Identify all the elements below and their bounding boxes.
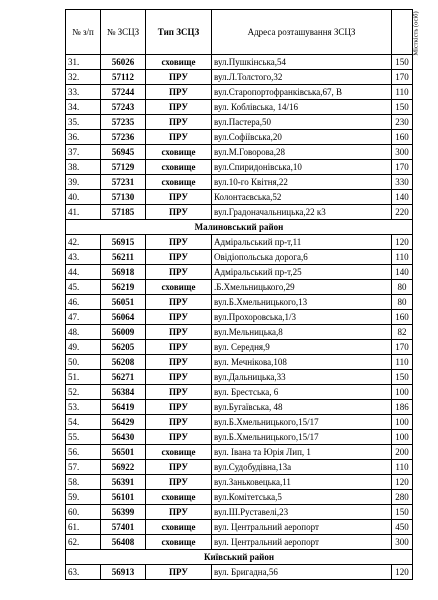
header-address: Адреса розташування ЗСЦЗ — [212, 10, 392, 55]
table-row — [66, 430, 413, 445]
cell-address: вул. Середня,9 — [212, 340, 392, 355]
cell-code: 56009 — [101, 325, 146, 340]
table-header-row — [66, 10, 413, 55]
cell-number: 36. — [66, 130, 101, 145]
cell-capacity: 140 — [392, 190, 413, 205]
cell-number: 37. — [66, 145, 101, 160]
table-body-part3 — [66, 565, 413, 580]
cell-type: ПРУ — [146, 505, 212, 520]
cell-capacity: 150 — [392, 55, 413, 70]
cell-capacity: 230 — [392, 115, 413, 130]
cell-capacity: 120 — [392, 475, 413, 490]
section-kyivskyi — [66, 550, 413, 565]
cell-code: 56430 — [101, 430, 146, 445]
cell-address: Овідіопольська дорога,6 — [212, 250, 392, 265]
cell-code: 56918 — [101, 265, 146, 280]
cell-address: вул.Софіївська,20 — [212, 130, 392, 145]
shelter-table — [65, 9, 420, 580]
cell-number: 63. — [66, 565, 101, 580]
cell-number: 58. — [66, 475, 101, 490]
table-row — [66, 70, 413, 85]
table-row — [66, 130, 413, 145]
cell-code: 56205 — [101, 340, 146, 355]
table-row — [66, 85, 413, 100]
cell-type: ПРУ — [146, 400, 212, 415]
table-body-part2 — [66, 235, 413, 550]
cell-code: 56915 — [101, 235, 146, 250]
cell-number: 33. — [66, 85, 101, 100]
table-row — [66, 520, 413, 535]
table-row — [66, 340, 413, 355]
cell-code: 56271 — [101, 370, 146, 385]
cell-code: 57244 — [101, 85, 146, 100]
cell-number: 44. — [66, 265, 101, 280]
cell-type: ПРУ — [146, 190, 212, 205]
cell-code: 56501 — [101, 445, 146, 460]
table-row — [66, 265, 413, 280]
table-row — [66, 445, 413, 460]
cell-type: ПРУ — [146, 295, 212, 310]
cell-code: 56922 — [101, 460, 146, 475]
cell-type: сховище — [146, 175, 212, 190]
cell-capacity: 100 — [392, 415, 413, 430]
cell-address: вул.Б.Хмельницького,15/17 — [212, 415, 392, 430]
cell-number: 35. — [66, 115, 101, 130]
table-row — [66, 490, 413, 505]
table-row — [66, 100, 413, 115]
cell-number: 45. — [66, 280, 101, 295]
cell-number: 31. — [66, 55, 101, 70]
cell-number: 59. — [66, 490, 101, 505]
table-row — [66, 160, 413, 175]
table-row — [66, 55, 413, 70]
cell-type: сховище — [146, 490, 212, 505]
cell-number: 60. — [66, 505, 101, 520]
cell-address: вул.Пушкінська,54 — [212, 55, 392, 70]
cell-code: 56429 — [101, 415, 146, 430]
cell-number: 43. — [66, 250, 101, 265]
cell-type: ПРУ — [146, 130, 212, 145]
cell-address: вул.Л.Толстого,32 — [212, 70, 392, 85]
table-row — [66, 355, 413, 370]
cell-number: 38. — [66, 160, 101, 175]
cell-address: Колонтаєвська,52 — [212, 190, 392, 205]
cell-address: вул.Прохоровська,1/3 — [212, 310, 392, 325]
cell-type: ПРУ — [146, 235, 212, 250]
header-capacity-text: Місткість (осіб) — [412, 10, 420, 56]
table-row — [66, 415, 413, 430]
header-number: № з/п — [66, 10, 101, 55]
cell-type: сховище — [146, 280, 212, 295]
cell-address: вул.Б.Хмельницького,13 — [212, 295, 392, 310]
cell-type: ПРУ — [146, 265, 212, 280]
cell-type: ПРУ — [146, 475, 212, 490]
cell-code: 56211 — [101, 250, 146, 265]
table-row — [66, 145, 413, 160]
table-row — [66, 475, 413, 490]
cell-code: 56064 — [101, 310, 146, 325]
cell-capacity: 220 — [392, 205, 413, 220]
cell-number: 40. — [66, 190, 101, 205]
table-row — [66, 235, 413, 250]
table-row — [66, 505, 413, 520]
cell-capacity: 150 — [392, 505, 413, 520]
cell-address: вул.М.Говорова,28 — [212, 145, 392, 160]
cell-type: ПРУ — [146, 115, 212, 130]
cell-type: сховище — [146, 55, 212, 70]
header-capacity — [392, 10, 420, 56]
table-row — [66, 310, 413, 325]
cell-address: вул. Івана та Юрія Лип, 1 — [212, 445, 392, 460]
cell-address: вул.Судобудівна,13а — [212, 460, 392, 475]
table-row — [66, 400, 413, 415]
cell-capacity: 160 — [392, 130, 413, 145]
table-row — [66, 370, 413, 385]
cell-code: 56419 — [101, 400, 146, 415]
cell-number: 57. — [66, 460, 101, 475]
cell-capacity: 150 — [392, 100, 413, 115]
cell-number: 53. — [66, 400, 101, 415]
cell-number: 34. — [66, 100, 101, 115]
cell-address: вул.Б.Хмельницького,15/17 — [212, 430, 392, 445]
cell-address: вул. Центральний аеропорт — [212, 535, 392, 550]
table-row — [66, 115, 413, 130]
cell-address: вул.Комітетська,5 — [212, 490, 392, 505]
cell-type: ПРУ — [146, 310, 212, 325]
cell-capacity: 300 — [392, 145, 413, 160]
cell-capacity: 82 — [392, 325, 413, 340]
cell-capacity: 110 — [392, 250, 413, 265]
cell-code: 56913 — [101, 565, 146, 580]
cell-number: 54. — [66, 415, 101, 430]
cell-code: 57185 — [101, 205, 146, 220]
cell-capacity: 300 — [392, 535, 413, 550]
cell-capacity: 110 — [392, 355, 413, 370]
cell-number: 51. — [66, 370, 101, 385]
cell-address: вул.Заньковецька,11 — [212, 475, 392, 490]
section-title: Малиновський район — [66, 220, 413, 235]
cell-capacity: 160 — [392, 310, 413, 325]
section-title: Київський район — [66, 550, 413, 565]
cell-address: вул.10-го Квітня,22 — [212, 175, 392, 190]
cell-capacity: 330 — [392, 175, 413, 190]
cell-capacity: 80 — [392, 280, 413, 295]
cell-type: ПРУ — [146, 385, 212, 400]
cell-number: 61. — [66, 520, 101, 535]
cell-code: 56101 — [101, 490, 146, 505]
cell-capacity: 100 — [392, 385, 413, 400]
cell-type: ПРУ — [146, 460, 212, 475]
cell-capacity: 120 — [392, 235, 413, 250]
cell-address: вул. Мечнікова,108 — [212, 355, 392, 370]
cell-address: Адміральський пр-т,25 — [212, 265, 392, 280]
cell-code: 56026 — [101, 55, 146, 70]
cell-capacity: 100 — [392, 430, 413, 445]
cell-type: ПРУ — [146, 325, 212, 340]
cell-number: 52. — [66, 385, 101, 400]
cell-number: 42. — [66, 235, 101, 250]
cell-address: вул.Ш.Руставелі,23 — [212, 505, 392, 520]
table-row — [66, 190, 413, 205]
cell-number: 32. — [66, 70, 101, 85]
cell-capacity: 450 — [392, 520, 413, 535]
cell-code: 56219 — [101, 280, 146, 295]
cell-number: 56. — [66, 445, 101, 460]
cell-type: сховище — [146, 145, 212, 160]
table-row — [66, 460, 413, 475]
cell-number: 41. — [66, 205, 101, 220]
cell-type: сховище — [146, 535, 212, 550]
cell-address: вул. Центральний аеропорт — [212, 520, 392, 535]
cell-address: вул.Бугаївська, 48 — [212, 400, 392, 415]
cell-address: .Б.Хмельницького,29 — [212, 280, 392, 295]
header-code: № ЗСЦЗ — [101, 10, 146, 55]
cell-number: 49. — [66, 340, 101, 355]
cell-code: 57401 — [101, 520, 146, 535]
section-row — [66, 220, 413, 235]
cell-capacity: 110 — [392, 85, 413, 100]
cell-address: вул. Брестська, 6 — [212, 385, 392, 400]
table-row — [66, 295, 413, 310]
cell-type: ПРУ — [146, 100, 212, 115]
cell-code: 56399 — [101, 505, 146, 520]
cell-code: 56051 — [101, 295, 146, 310]
cell-type: сховище — [146, 520, 212, 535]
cell-type: ПРУ — [146, 250, 212, 265]
table-body-part1 — [66, 55, 413, 220]
cell-code: 57129 — [101, 160, 146, 175]
cell-type: ПРУ — [146, 430, 212, 445]
cell-code: 56208 — [101, 355, 146, 370]
cell-code: 57235 — [101, 115, 146, 130]
cell-code: 57112 — [101, 70, 146, 85]
cell-code: 56408 — [101, 535, 146, 550]
cell-code: 57243 — [101, 100, 146, 115]
table-row — [66, 280, 413, 295]
cell-code: 57231 — [101, 175, 146, 190]
table-row — [66, 535, 413, 550]
cell-capacity: 170 — [392, 160, 413, 175]
cell-capacity: 280 — [392, 490, 413, 505]
cell-address: Адміральський пр-т,11 — [212, 235, 392, 250]
cell-capacity: 80 — [392, 295, 413, 310]
cell-type: ПРУ — [146, 415, 212, 430]
cell-code: 56384 — [101, 385, 146, 400]
cell-number: 46. — [66, 295, 101, 310]
cell-type: ПРУ — [146, 565, 212, 580]
table-row — [66, 175, 413, 190]
table-row — [66, 205, 413, 220]
table-row — [66, 325, 413, 340]
cell-code: 57130 — [101, 190, 146, 205]
cell-capacity: 170 — [392, 340, 413, 355]
cell-code: 56945 — [101, 145, 146, 160]
cell-address: вул.Пастера,50 — [212, 115, 392, 130]
cell-type: сховище — [146, 160, 212, 175]
cell-capacity: 170 — [392, 70, 413, 85]
cell-capacity: 150 — [392, 370, 413, 385]
table-row — [66, 250, 413, 265]
cell-type: ПРУ — [146, 205, 212, 220]
cell-address: вул.Спиридонівська,10 — [212, 160, 392, 175]
table-row — [66, 385, 413, 400]
cell-type: ПРУ — [146, 340, 212, 355]
section-row — [66, 550, 413, 565]
cell-number: 48. — [66, 325, 101, 340]
cell-capacity: 140 — [392, 265, 413, 280]
cell-number: 50. — [66, 355, 101, 370]
cell-address: вул.Старопортофранківська,67, В — [212, 85, 392, 100]
cell-number: 39. — [66, 175, 101, 190]
cell-type: ПРУ — [146, 70, 212, 85]
cell-type: ПРУ — [146, 370, 212, 385]
cell-capacity: 186 — [392, 400, 413, 415]
cell-code: 56391 — [101, 475, 146, 490]
cell-address: вул. Бригадна,56 — [212, 565, 392, 580]
cell-number: 47. — [66, 310, 101, 325]
cell-address: вул.Градоначальницька,22 к3 — [212, 205, 392, 220]
section-malynovskyi — [66, 220, 413, 235]
cell-address: вул.Мельницька,8 — [212, 325, 392, 340]
cell-capacity: 120 — [392, 565, 413, 580]
header-type: Тип ЗСЦЗ — [146, 10, 212, 55]
cell-number: 55. — [66, 430, 101, 445]
cell-type: ПРУ — [146, 355, 212, 370]
cell-code: 57236 — [101, 130, 146, 145]
cell-address: вул. Коблівська, 14/16 — [212, 100, 392, 115]
table-row — [66, 565, 413, 580]
cell-type: ПРУ — [146, 85, 212, 100]
cell-capacity: 110 — [392, 460, 413, 475]
cell-capacity: 200 — [392, 445, 413, 460]
cell-type: сховище — [146, 445, 212, 460]
cell-number: 62. — [66, 535, 101, 550]
cell-address: вул.Дальницька,33 — [212, 370, 392, 385]
